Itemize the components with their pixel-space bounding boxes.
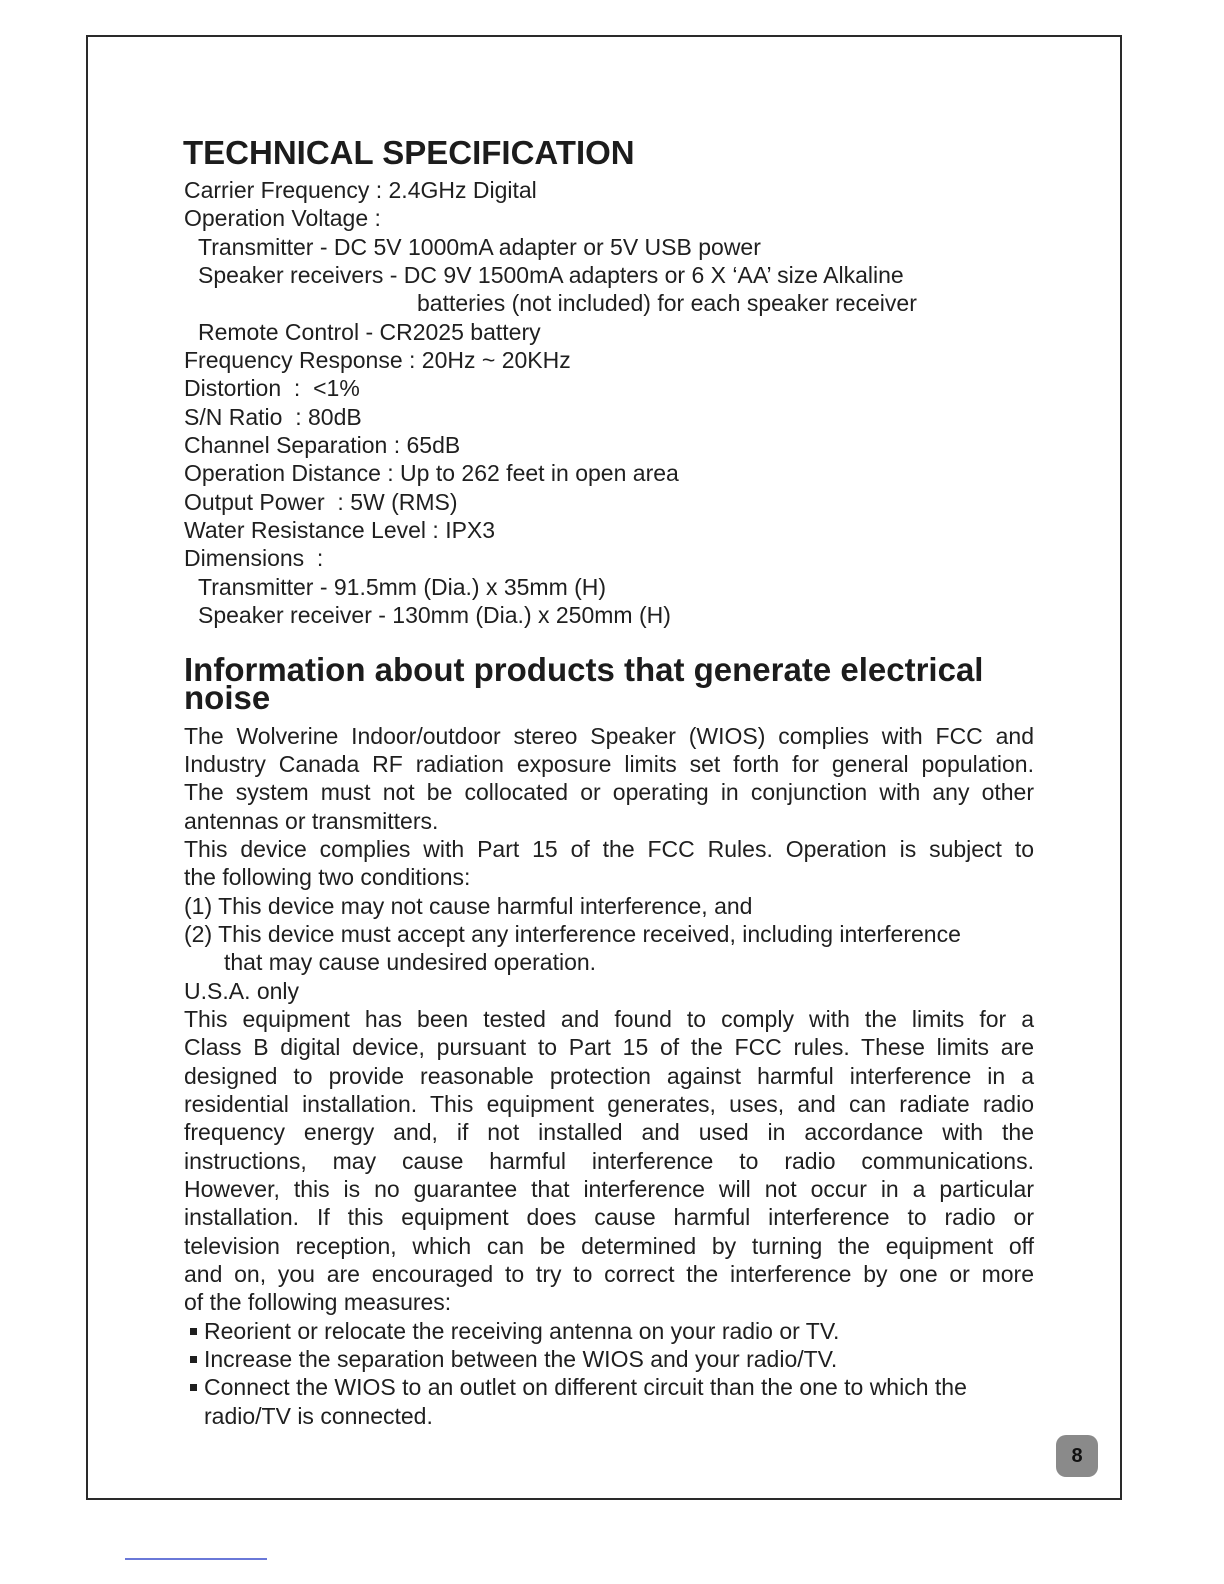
spec-speaker-voltage-cont: batteries (not included) for each speaker receiver xyxy=(417,290,917,317)
bullet-icon xyxy=(190,1328,197,1335)
condition-2-cont: that may cause undesired operation. xyxy=(224,949,597,976)
bullet-item xyxy=(184,1317,1034,1345)
spec-water-resistance: Water Resistance Level : IPX3 xyxy=(184,517,496,544)
noise-line: The Wolverine Indoor/outdoor stereo Speaker (WIOS) complies with FCC and xyxy=(184,722,1034,749)
fcc-line: and on, you are encouraged to try to correct the interference by one or more xyxy=(184,1261,1034,1288)
spec-carrier-frequency: Carrier Frequency : 2.4GHz Digital xyxy=(184,177,537,203)
fcc-line: installation. If this equipment does cause harmful interference to radio or xyxy=(184,1204,1034,1231)
spec-speaker-voltage: Speaker receivers - DC 9V 1500mA adapters or 6 X ‘AA’ size Alkaline xyxy=(198,262,904,289)
spec-speaker-dimensions: Speaker receiver - 130mm (Dia.) x 250mm (H) xyxy=(198,602,671,629)
spec-channel-separation: Channel Separation : 65dB xyxy=(184,432,461,459)
page-number-badge: 8 xyxy=(1056,1435,1098,1477)
spec-distortion: Distortion : <1% xyxy=(184,375,360,402)
noise-line: This device complies with Part 15 of the FCC Rules. Operation is subject to xyxy=(184,835,1034,862)
bullet-item xyxy=(184,1373,1034,1401)
noise-title-line2: noise xyxy=(184,678,271,716)
fcc-line: This equipment has been tested and found to comply with the limits for a xyxy=(184,1005,1034,1032)
bullet-item xyxy=(184,1345,1034,1373)
page-content xyxy=(184,130,1044,1430)
bullet-icon xyxy=(190,1356,197,1363)
fcc-line: of the following measures: xyxy=(184,1289,452,1316)
noise-title xyxy=(184,650,1044,716)
bullet-text: Reorient or relocate the receiving antenna on your radio or TV. xyxy=(204,1317,840,1344)
bullet-icon xyxy=(190,1384,197,1391)
fcc-line: frequency energy and, if not installed and used in accordance with the xyxy=(184,1119,1034,1146)
bullet-text: radio/TV is connected. xyxy=(204,1402,433,1429)
bullet-text: Increase the separation between the WIOS and your radio/TV. xyxy=(204,1346,838,1373)
noise-line: the following two conditions: xyxy=(184,864,471,891)
link-underline xyxy=(125,1558,267,1560)
noise-line: antennas or transmitters. xyxy=(184,807,439,834)
condition-2: (2) This device must accept any interference received, including interference xyxy=(184,920,961,947)
spec-dimensions: Dimensions : xyxy=(184,545,324,572)
fcc-line: Class B digital device, pursuant to Part 15 of the FCC rules. These limits are xyxy=(184,1034,1034,1061)
fcc-line: residential installation. This equipment generates, uses, and can radiate radio xyxy=(184,1090,1034,1117)
condition-1: (1) This device may not cause harmful interference, and xyxy=(184,892,753,919)
spec-operation-voltage: Operation Voltage : xyxy=(184,205,381,232)
bullet-item-cont xyxy=(184,1402,1034,1430)
fcc-line: However, this is no guarantee that interference will not occur in a particular xyxy=(184,1176,1034,1202)
bullet-text: Connect the WIOS to an outlet on different circuit than the one to which the xyxy=(204,1374,967,1401)
spec-operation-distance: Operation Distance : Up to 262 feet in open area xyxy=(184,460,679,487)
usa-only-label: U.S.A. only xyxy=(184,977,300,1004)
noise-body xyxy=(184,722,1034,1431)
fcc-line: designed to provide reasonable protection against harmful interference in a xyxy=(184,1062,1034,1089)
fcc-line: television reception, which can be determined by turning the equipment off xyxy=(184,1232,1034,1259)
noise-line: The system must not be collocated or operating in conjunction with any other xyxy=(184,779,1034,806)
spec-output-power: Output Power : 5W (RMS) xyxy=(184,488,458,515)
spec-remote-battery: Remote Control - CR2025 battery xyxy=(198,318,541,345)
spec-frequency-response: Frequency Response : 20Hz ~ 20KHz xyxy=(184,347,571,374)
fcc-line: instructions, may cause harmful interference to radio communications. xyxy=(184,1147,1034,1174)
noise-line: Industry Canada RF radiation exposure limits set forth for general population. xyxy=(184,750,1034,777)
spec-title: TECHNICAL SPECIFICATION xyxy=(183,134,635,171)
spec-sn-ratio: S/N Ratio : 80dB xyxy=(184,403,362,430)
noise-title-line1: Information about products that generate electrical xyxy=(184,650,984,688)
spec-transmitter-dimensions: Transmitter - 91.5mm (Dia.) x 35mm (H) xyxy=(198,573,607,600)
spec-transmitter-voltage: Transmitter - DC 5V 1000mA adapter or 5V USB power xyxy=(198,233,761,260)
